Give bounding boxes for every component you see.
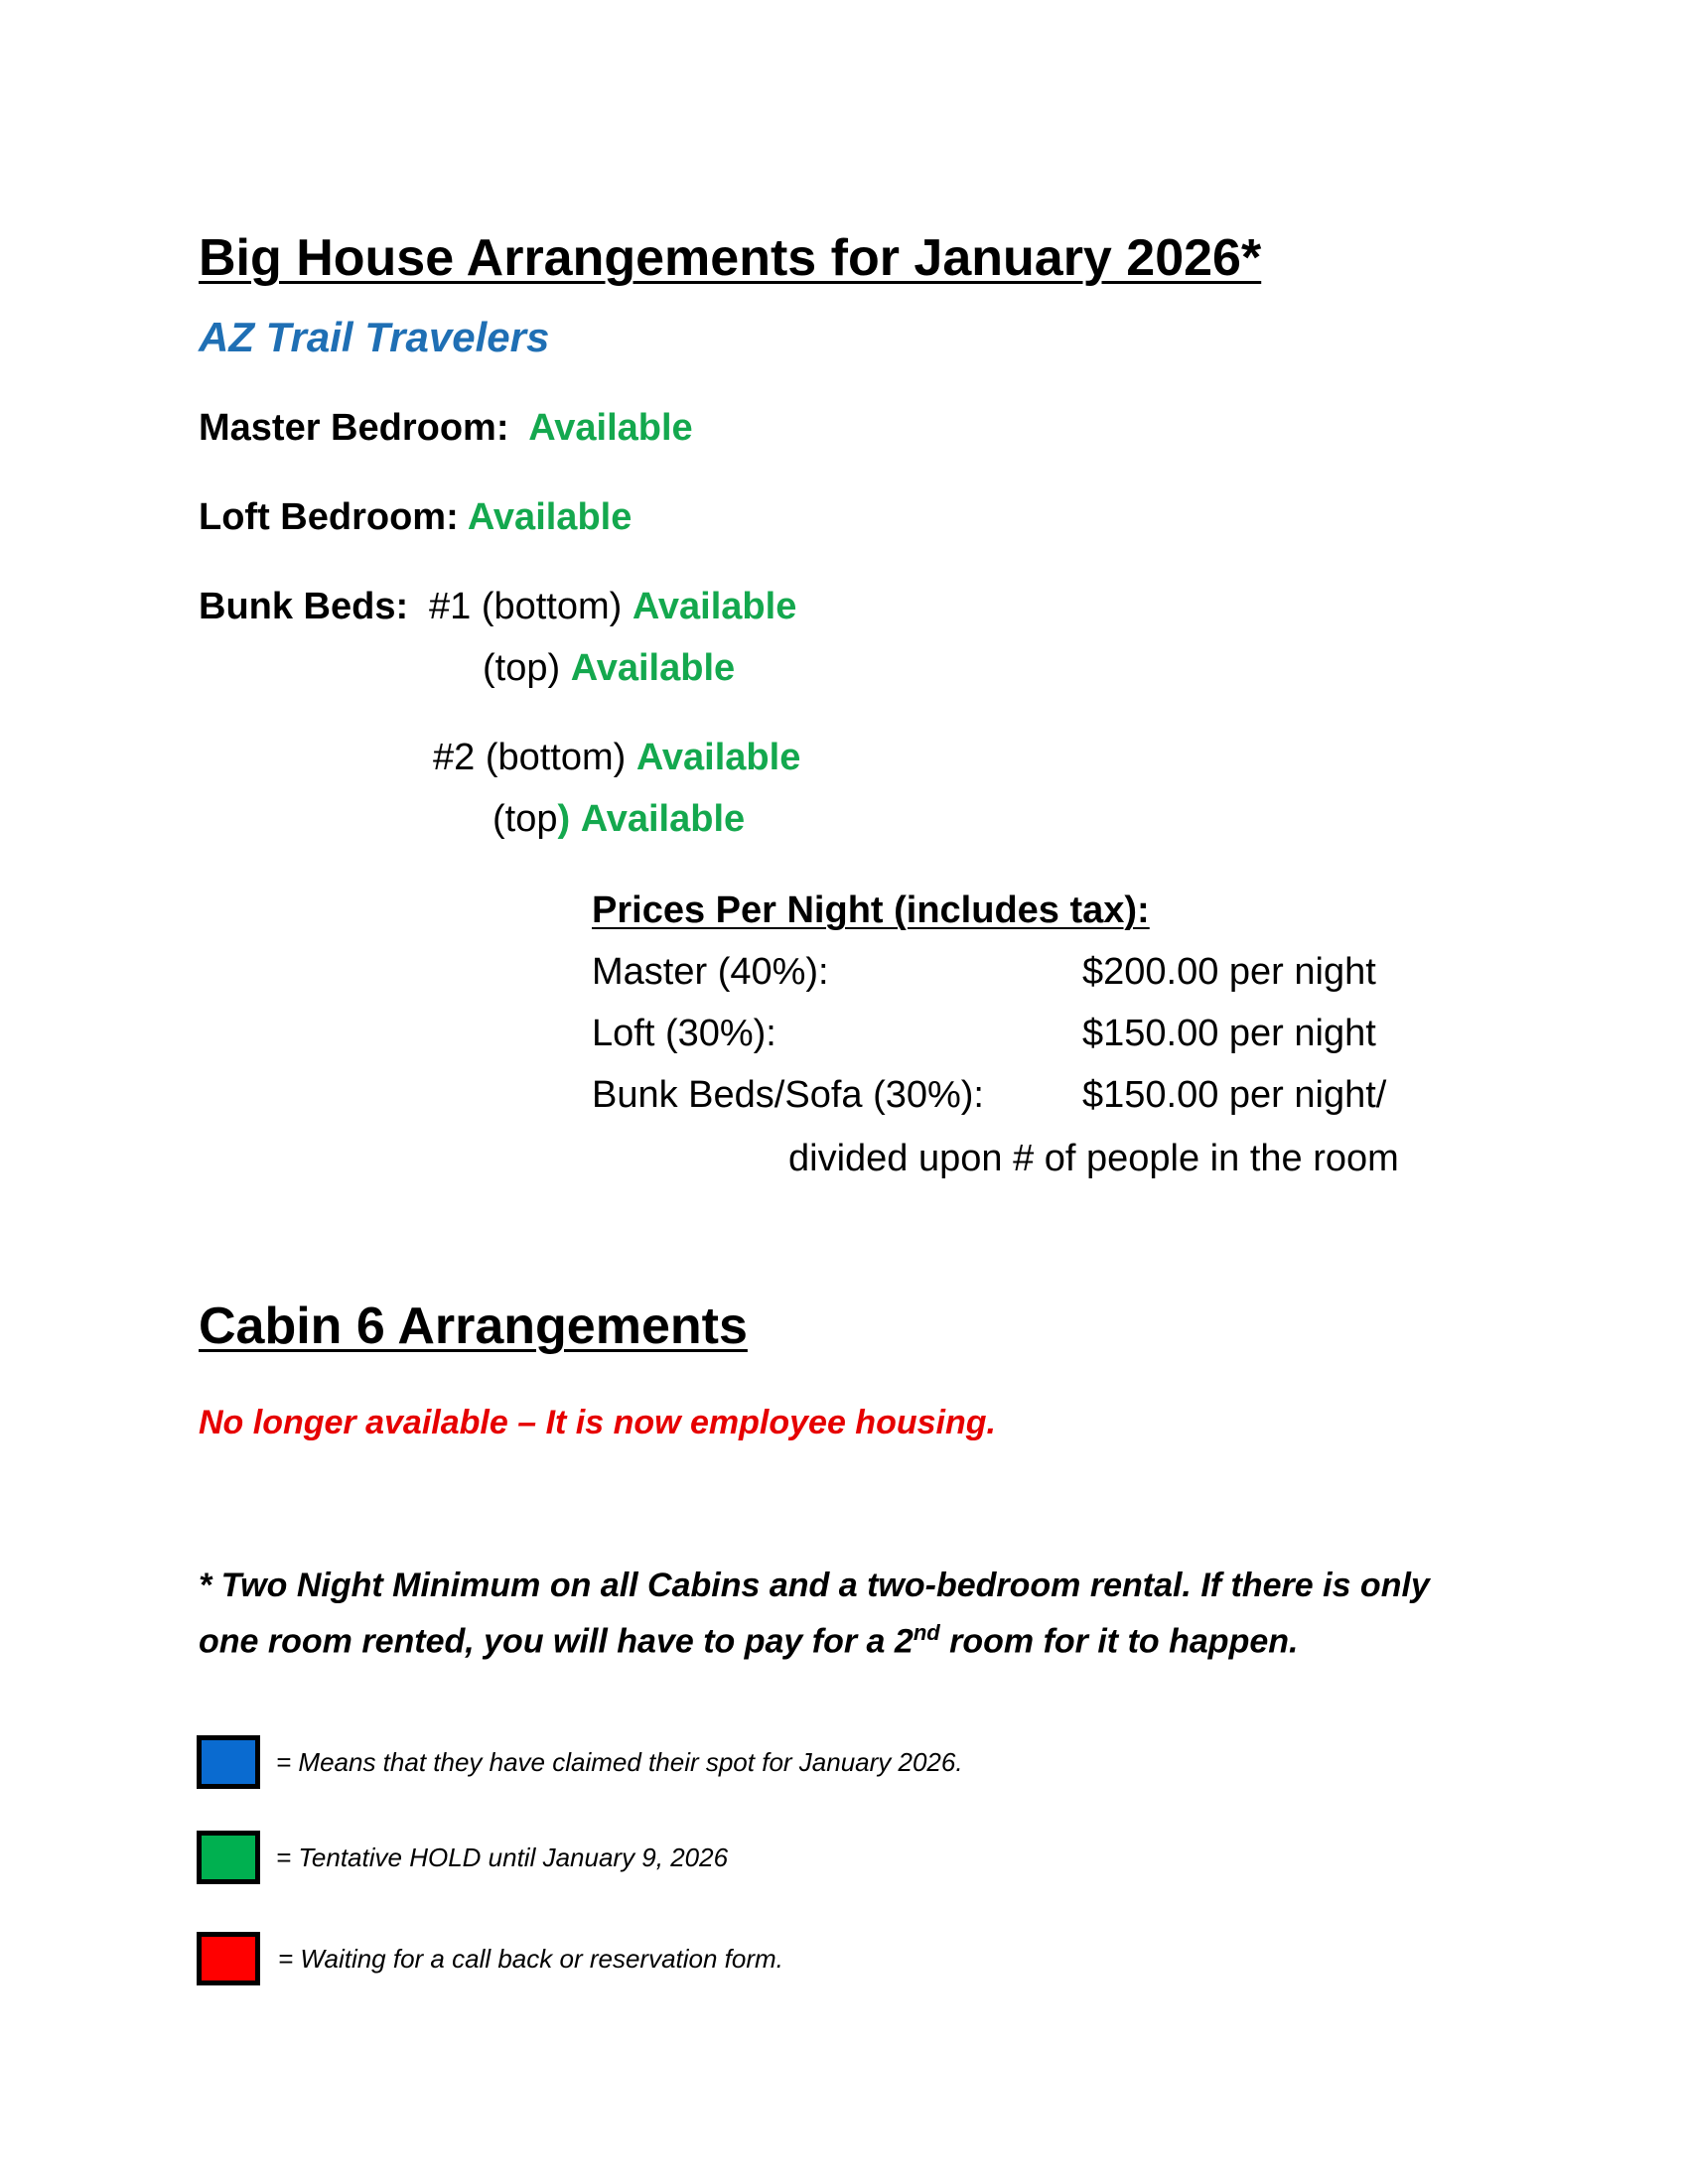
price-value-master: $200.00 per night [1082,951,1376,993]
loft-bedroom-status: Available [467,496,633,538]
price-label-master: Master (40%): [592,951,829,993]
page-title: Big House Arrangements for January 2026* [199,229,1262,287]
legend-red-swatch [197,1932,260,1985]
master-bedroom-status: Available [528,407,693,449]
master-bedroom-label: Master Bedroom: [199,407,509,449]
bunk1-top-row [483,647,735,690]
bunk1-bottom-status: Available [632,586,797,627]
bunk2-top-row [492,798,745,841]
price-value-bunk: $150.00 per night/ [1082,1074,1387,1116]
bunk1-bottom-row [429,586,796,628]
bunk2-bottom-label: #2 (bottom) [433,737,627,778]
footnote-line-2a: one room rented, you will have to pay for a 2 [199,1622,914,1661]
group-name: AZ Trail Travelers [199,314,550,360]
legend-blue-swatch [197,1735,260,1789]
bunk2-top-paren: ) [557,798,571,840]
legend-green-swatch [197,1831,260,1884]
cabin6-title: Cabin 6 Arrangements [199,1297,748,1355]
price-label-loft: Loft (30%): [592,1013,776,1054]
price-value-loft: $150.00 per night [1082,1013,1376,1054]
bunk1-top-status: Available [570,647,736,689]
footnote-sup: nd [913,1620,940,1645]
bunk-beds-label: Bunk Beds: [199,586,409,627]
legend-red-text: = Waiting for a call back or reservation form. [278,1944,783,1974]
loft-bedroom-label: Loft Bedroom: [199,496,459,538]
cabin6-status: No longer available – It is now employee housing. [199,1404,996,1441]
bunk2-top-label: (top [492,798,558,840]
bunk1-bottom-label: #1 (bottom) [429,586,623,627]
master-bedroom-row [199,407,693,450]
legend-green-text: = Tentative HOLD until January 9, 2026 [276,1843,729,1872]
bunk2-bottom-row [433,737,800,779]
price-label-bunk: Bunk Beds/Sofa (30%): [592,1074,984,1116]
bunk1-top-label: (top) [483,647,561,689]
price-note: divided upon # of people in the room [788,1138,1399,1179]
footnote-line-2b: room for it to happen. [939,1622,1299,1661]
bunk2-bottom-status: Available [635,737,801,778]
prices-heading: Prices Per Night (includes tax): [592,889,1150,931]
bunk2-top-status: Available [580,798,746,840]
legend-blue-text: = Means that they have claimed their spot for January 2026. [276,1747,963,1777]
loft-bedroom-row [199,496,632,539]
footnote-line-1: * Two Night Minimum on all Cabins and a two-bedroom rental. If there is only [199,1567,1430,1604]
footnote-line-2 [199,1620,1298,1661]
